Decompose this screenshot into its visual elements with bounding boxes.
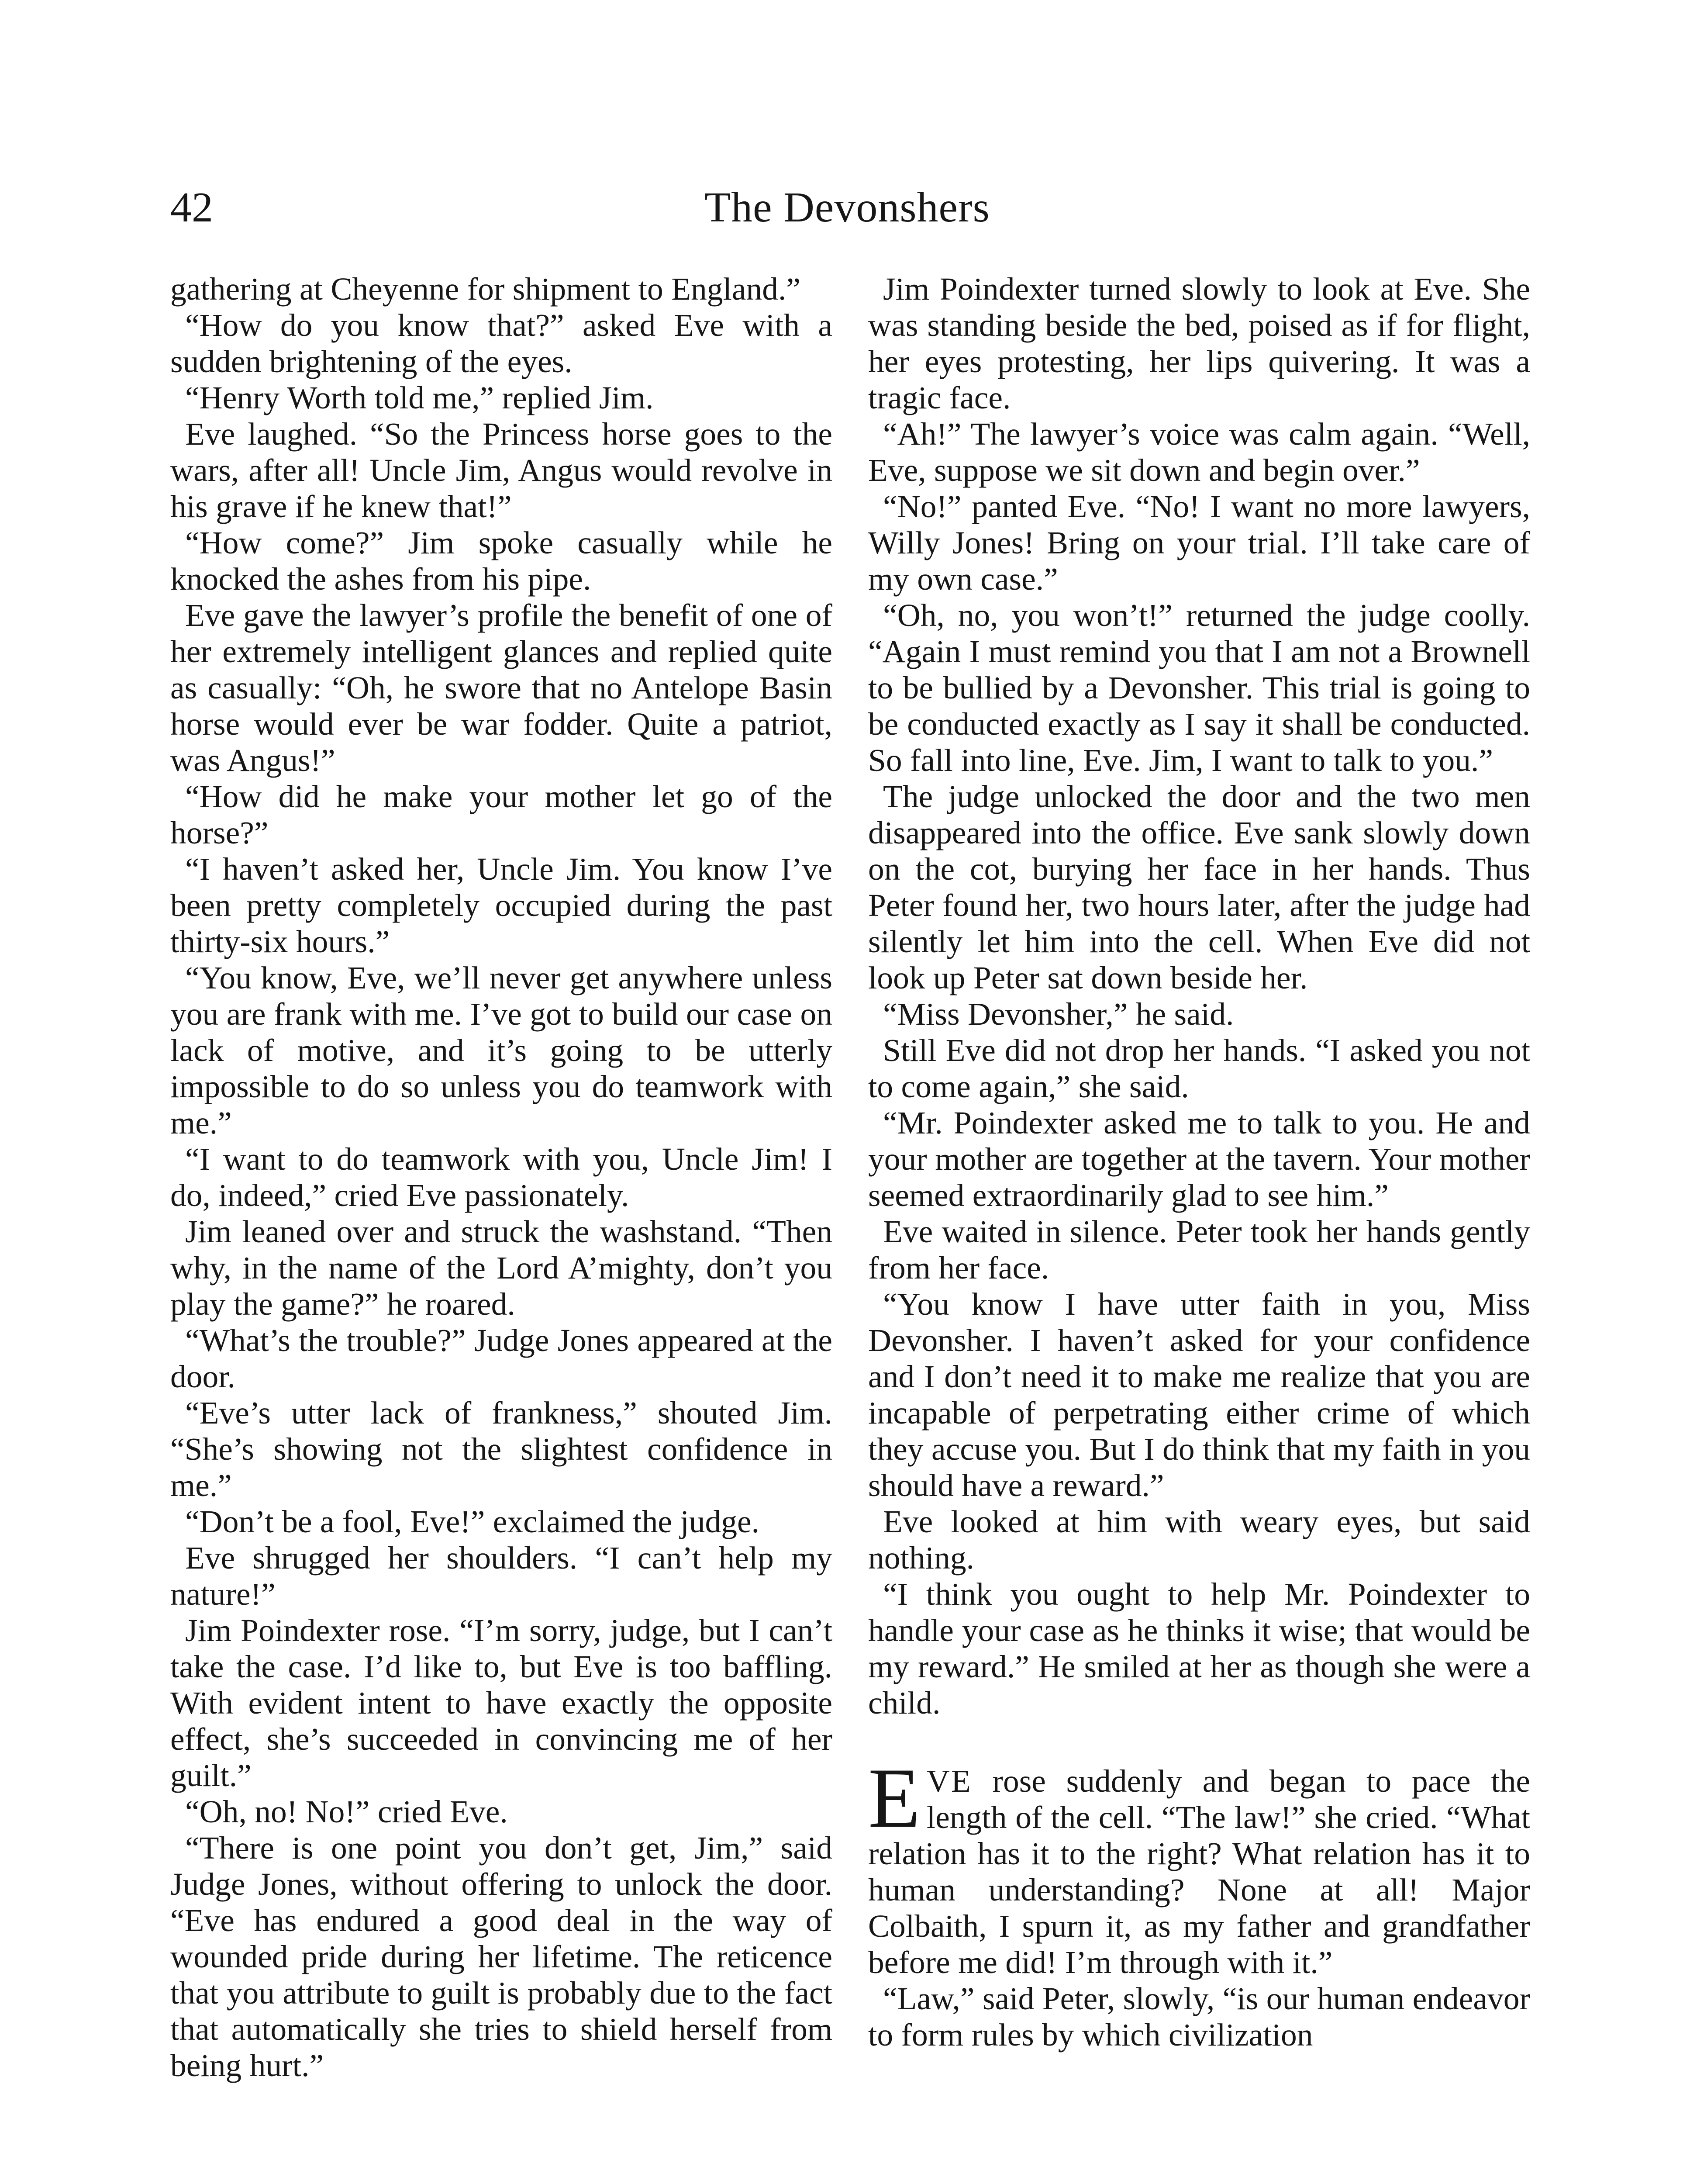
paragraph: Eve looked at him with weary eyes, but said nothing. (868, 1504, 1530, 1576)
left-column (170, 271, 832, 2084)
paragraph: Eve laughed. “So the Princess horse goes to the wars, after all! Uncle Jim, Angus would revolve in his grave if he knew that!” (170, 416, 832, 524)
paragraph: “I haven’t asked her, Uncle Jim. You know I’ve been pretty completely occupied during the past thirty-six hours.” (170, 851, 832, 959)
page-number: 42 (170, 184, 213, 231)
paragraph: “Law,” said Peter, slowly, “is our human endeavor to form rules by which civilization (868, 1981, 1530, 2053)
paragraph: “Mr. Poindexter asked me to talk to you. He and your mother are together at the tavern. Your mother seemed extraordinarily glad to see him.” (868, 1105, 1530, 1213)
paragraph: “No!” panted Eve. “No! I want no more lawyers, Willy Jones! Bring on your trial. I’ll take care of my own case.” (868, 489, 1530, 597)
paragraph: “Eve’s utter lack of frankness,” shouted Jim. “She’s showing not the slightest confidence in me.” (170, 1395, 832, 1503)
paragraph: “There is one point you don’t get, Jim,” said Judge Jones, without offering to unlock the door. “Eve has endured a good deal in the way of wounded pride during her lifetime. The reticence that you attribute to guilt is probably due to the fact that automatically she tries to shield herself from being hurt.” (170, 1830, 832, 2083)
paragraph: “How did he make your mother let go of the horse?” (170, 779, 832, 850)
dropcap-paragraph-text: rose suddenly and began to pace the length of the cell. “The law!” she cried. “What relation has it to the right? What relation has it to human understanding? None at all! Major Colbaith, I spurn it, as my father and grandfather before me did! I’m through with it.” (868, 1763, 1530, 1980)
paragraph: “I want to do teamwork with you, Uncle Jim! I do, indeed,” cried Eve passionately. (170, 1141, 832, 1213)
paragraph: “Oh, no! No!” cried Eve. (185, 1794, 508, 1829)
paragraph: Jim leaned over and struck the washstand. “Then why, in the name of the Lord A’mighty, don’t you play the game?” he roared. (170, 1214, 832, 1322)
first-word-rest: VE (926, 1763, 972, 1799)
paragraph: “Ah!” The lawyer’s voice was calm again. “Well, Eve, suppose we sit down and begin over.” (868, 416, 1530, 488)
paragraph: Still Eve did not drop her hands. “I asked you not to come again,” she said. (868, 1033, 1530, 1104)
running-head (170, 175, 1524, 240)
dropcap-paragraph (868, 1751, 1530, 1980)
paragraph: Eve gave the lawyer’s profile the benefit of one of her extremely intelligent glances and replied quite as casually: “Oh, he swore that no Antelope Basin horse would ever be war fodder. Quite a patriot, was Angus!” (170, 598, 832, 778)
paragraph: “Don’t be a fool, Eve!” exclaimed the judge. (185, 1504, 759, 1539)
paragraph: “What’s the trouble?” Judge Jones appeared at the door. (170, 1323, 832, 1394)
paragraph: “How come?” Jim spoke casually while he knocked the ashes from his pipe. (170, 525, 832, 597)
paragraph: “You know, Eve, we’ll never get anywhere unless you are frank with me. I’ve got to build our case on lack of motive, and it’s going to be utterly impossible to do so unless you do teamwork with me.” (170, 960, 832, 1140)
paragraph: “Henry Worth told me,” replied Jim. (185, 380, 654, 415)
drop-cap-initial: E (868, 1751, 921, 1845)
paragraph: “Miss Devonsher,” he said. (883, 996, 1234, 1032)
section-break (868, 1721, 1530, 1763)
paragraph: Eve shrugged her shoulders. “I can’t help my nature!” (170, 1540, 832, 1612)
paragraph: “Oh, no, you won’t!” returned the judge coolly. “Again I must remind you that I am not a Brownell to be bullied by a Devonsher. This trial is going to be conducted exactly as I say it shall be conducted. So fall into line, Eve. Jim, I want to talk to you.” (868, 598, 1530, 778)
paragraph: “How do you know that?” asked Eve with a sudden brightening of the eyes. (170, 308, 832, 379)
running-title: The Devonshers (704, 184, 990, 231)
paragraph: “You know I have utter faith in you, Miss Devonsher. I haven’t asked for your confidence and I don’t need it to make me realize that you are incapable of perpetrating either crime of which they accuse you. But I do think that my faith in you should have a reward.” (868, 1286, 1530, 1503)
paragraph: “I think you ought to help Mr. Poindexter to handle your case as he thinks it wise; that would be my reward.” He smiled at her as though she were a child. (868, 1576, 1530, 1721)
paragraph: The judge unlocked the door and the two men disappeared into the office. Eve sank slowly down on the cot, burying her face in her hands. Thus Peter found her, two hours later, after the judge had silently let him into the cell. When Eve did not look up Peter sat down beside her. (868, 779, 1530, 995)
right-column (868, 271, 1530, 2053)
paragraph: Jim Poindexter turned slowly to look at Eve. She was standing beside the bed, poised as if for flight, her eyes protesting, her lips quivering. It was a tragic face. (868, 271, 1530, 415)
paragraph: gathering at Cheyenne for shipment to England.” (170, 271, 801, 307)
paragraph: Eve waited in silence. Peter took her hands gently from her face. (868, 1214, 1530, 1286)
paragraph: Jim Poindexter rose. “I’m sorry, judge, but I can’t take the case. I’d like to, but Eve is too baffling. With evident intent to have exactly the opposite effect, she’s succeeded in convincing me of her guilt.” (170, 1613, 832, 1793)
